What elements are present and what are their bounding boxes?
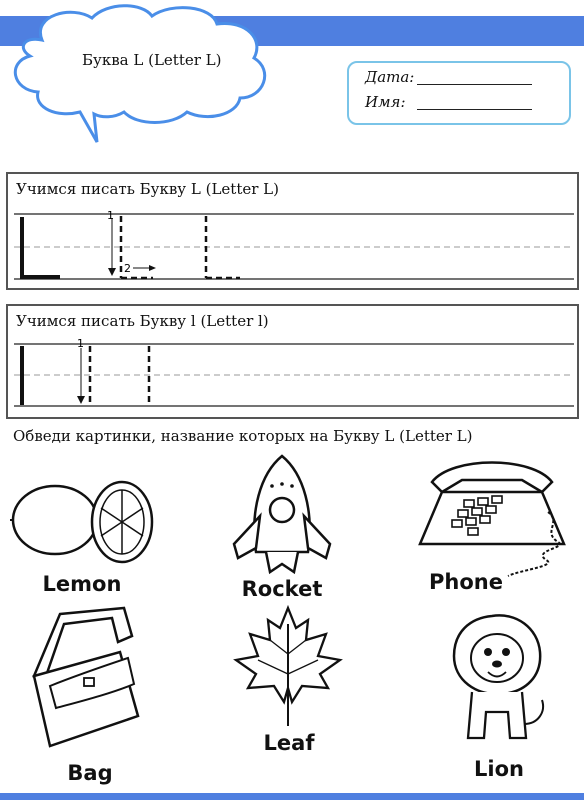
phone-label: Phone bbox=[429, 570, 503, 594]
practice-uppercase-box bbox=[6, 172, 579, 290]
name-row bbox=[365, 93, 406, 111]
practice-lowercase-box bbox=[6, 304, 579, 419]
phone-icon[interactable] bbox=[412, 452, 572, 587]
lemon-icon[interactable] bbox=[10, 468, 160, 568]
name-blank-line[interactable] bbox=[417, 109, 532, 110]
lion-label: Lion bbox=[474, 757, 524, 781]
rocket-label: Rocket bbox=[241, 577, 323, 601]
leaf-label: Leaf bbox=[263, 731, 315, 755]
lemon-label: Lemon bbox=[42, 572, 122, 596]
instruction-text: Обведи картинки, название которых на Букву L (Letter L) bbox=[13, 427, 473, 445]
bag-icon[interactable] bbox=[20, 606, 150, 756]
bag-label: Bag bbox=[67, 761, 113, 785]
cloud-shape bbox=[2, 0, 292, 150]
stroke-number-1-lower: 1 bbox=[77, 337, 84, 350]
bottom-blue-band bbox=[0, 793, 584, 800]
leaf-icon[interactable] bbox=[230, 604, 345, 729]
writing-lines-lowercase[interactable] bbox=[8, 306, 577, 417]
cloud-title: Буква L (Letter L) bbox=[82, 51, 222, 69]
practice-uppercase-title: Учимся писать Букву L (Letter L) bbox=[16, 180, 279, 198]
date-blank-line[interactable] bbox=[417, 84, 532, 85]
rocket-icon[interactable] bbox=[222, 452, 342, 577]
practice-lowercase-title: Учимся писать Букву l (Letter l) bbox=[16, 312, 269, 330]
date-row bbox=[365, 68, 414, 86]
stroke-number-1: 1 bbox=[107, 209, 114, 222]
writing-lines-uppercase[interactable] bbox=[8, 174, 577, 288]
date-label: Дата: bbox=[365, 68, 415, 86]
stroke-number-2: 2 bbox=[124, 262, 131, 275]
name-label: Имя: bbox=[365, 93, 406, 111]
lion-icon[interactable] bbox=[442, 612, 552, 752]
date-name-box bbox=[347, 61, 571, 125]
